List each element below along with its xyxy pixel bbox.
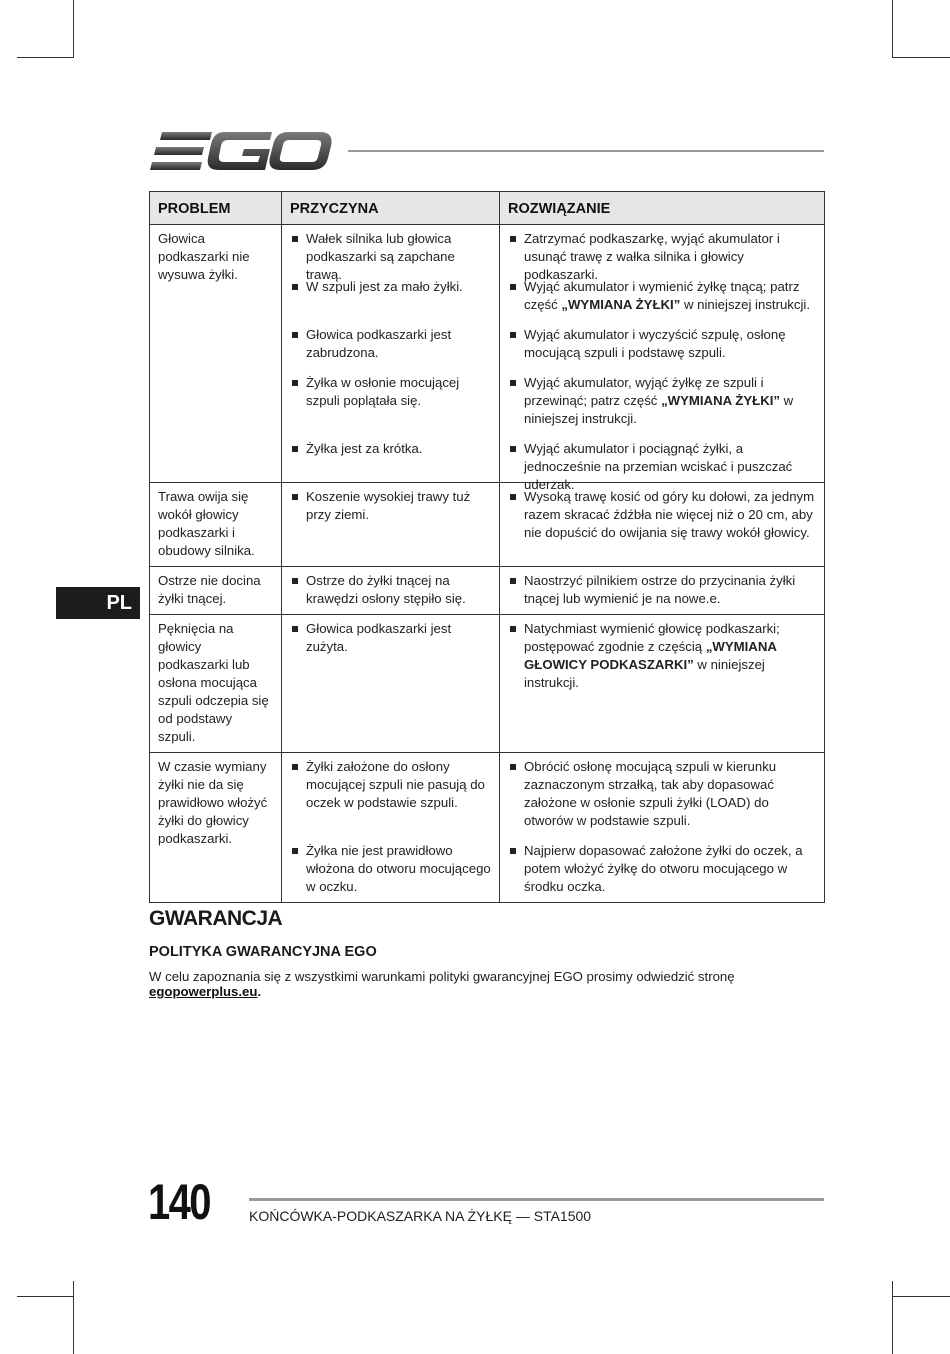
solution-cell (500, 225, 825, 492)
solution-item: Wyjąć akumulator i pociągnąć żyłki, a jednocześnie na przemian wciskać i puszczać uderzak. (508, 440, 816, 476)
table-row (150, 753, 825, 903)
header-cause: PRZYCZYNA (282, 192, 500, 225)
cause-item: Koszenie wysokiej trawy tuż przy ziemi. (290, 488, 491, 524)
cause-item: Żyłki założone do osłony mocującej szpuli nie pasują do oczek w podstawie szpuli. (290, 758, 491, 830)
solution-cell (500, 567, 825, 615)
solution-item: Obrócić osłonę mocującą szpuli w kierunku zaznaczonym strzałką, tak aby dopasować założone w osłonie szpuli żyłki (LOAD) do otworów w podstawie szpuli. (508, 758, 816, 830)
table-header-row (150, 192, 825, 225)
cause-item: Żyłka w osłonie mocującej szpuli poplątała się. (290, 374, 491, 428)
table-row (150, 225, 825, 483)
solution-cell (500, 753, 825, 903)
language-tab: PL (56, 587, 140, 619)
solution-cell (500, 615, 825, 753)
cause-item: Wałek silnika lub głowica podkaszarki są zapchane trawą. (290, 230, 491, 266)
crop-mark (17, 1296, 74, 1297)
footer-title: KOŃCÓWKA-PODKASZARKA NA ŻYŁKĘ — STA1500 (249, 1208, 592, 1224)
header-solution: ROZWIĄZANIE (500, 192, 825, 225)
problem-cell: W czasie wymiany żyłki nie da się prawidłowo włożyć żyłki do głowicy podkaszarki. (150, 753, 282, 903)
warranty-heading: GWARANCJA (149, 907, 283, 930)
solution-item: Wyjąć akumulator, wyjąć żyłkę ze szpuli i przewinąć; patrz część „WYMIANA ŻYŁKI” w niniejszej instrukcji. (508, 374, 816, 428)
cause-item: W szpuli jest za mało żyłki. (290, 278, 491, 314)
table-row (150, 483, 825, 567)
solution-item: Zatrzymać podkaszarkę, wyjąć akumulator i usunąć trawę z wałka silnika i głowicy podkaszarki. (508, 230, 816, 266)
header-rule (348, 150, 824, 152)
cause-item: Żyłka jest za krótka. (290, 440, 491, 476)
cause-item: Ostrze do żyłki tnącej na krawędzi osłony stępiło się. (290, 572, 491, 608)
problem-cell: Ostrze nie docina żyłki tnącej. (150, 567, 282, 615)
solution-item: Wyjąć akumulator i wyczyścić szpulę, osłonę mocującą szpuli i podstawę szpuli. (508, 326, 816, 362)
cause-cell (282, 483, 500, 567)
solution-item: Najpierw dopasować założone żyłki do oczek, a potem włożyć żyłkę do otworu mocującego w środku oczka. (508, 842, 816, 896)
problem-cell: Trawa owija się wokół głowicy podkaszarki i obudowy silnika. (150, 483, 282, 567)
cause-cell (282, 567, 500, 615)
ego-logo (150, 130, 332, 172)
crop-mark (892, 1281, 893, 1354)
crop-mark (892, 57, 950, 58)
header-problem: PROBLEM (150, 192, 282, 225)
solution-item: Wysoką trawę kosić od góry ku dołowi, za jednym razem skracać źdźbła nie więcej niż o 20 cm, aby nie dopuścić do owijania się trawy wokół głowicy. (508, 488, 816, 542)
solution-cell (500, 483, 825, 567)
cause-item: Głowica podkaszarki jest zabrudzona. (290, 326, 491, 362)
page-number: 140 (148, 1174, 210, 1230)
crop-mark (73, 0, 74, 58)
solution-item: Naostrzyć pilnikiem ostrze do przycinania żyłki tnącej lub wymienić je na nowe.e. (508, 572, 816, 608)
cause-cell (282, 615, 500, 753)
troubleshooting-table (149, 191, 825, 903)
policy-paragraph: W celu zapoznania się z wszystkimi warunkami polityki gwarancyjnej EGO prosimy odwiedzić stronę egopowerplus.eu. (149, 969, 735, 999)
cause-cell (282, 225, 500, 483)
crop-mark (73, 1281, 74, 1354)
warranty-link[interactable]: egopowerplus.eu (149, 984, 258, 999)
solution-item: Wyjąć akumulator i wymienić żyłkę tnącą; patrz część „WYMIANA ŻYŁKI” w niniejszej instrukcji. (508, 278, 816, 314)
policy-heading: POLITYKA GWARANCYJNA EGO (149, 944, 377, 960)
problem-cell: Pęknięcia na głowicy podkaszarki lub osłona mocująca szpuli odczepia się od podstawy szpuli. (150, 615, 282, 753)
crop-mark (892, 0, 893, 58)
solution-item: Natychmiast wymienić głowicę podkaszarki; postępować zgodnie z częścią „WYMIANA GŁOWICY PODKASZARKI” w niniejszej instrukcji. (508, 620, 816, 692)
cause-cell (282, 753, 500, 903)
cause-item: Żyłka nie jest prawidłowo włożona do otworu mocującego w oczku. (290, 842, 491, 896)
crop-mark (17, 57, 74, 58)
cause-item: Głowica podkaszarki jest zużyta. (290, 620, 491, 656)
problem-cell: Głowica podkaszarki nie wysuwa żyłki. (150, 225, 282, 483)
crop-mark (892, 1296, 950, 1297)
table-row (150, 567, 825, 615)
footer-rule (249, 1198, 824, 1201)
table-row (150, 615, 825, 753)
